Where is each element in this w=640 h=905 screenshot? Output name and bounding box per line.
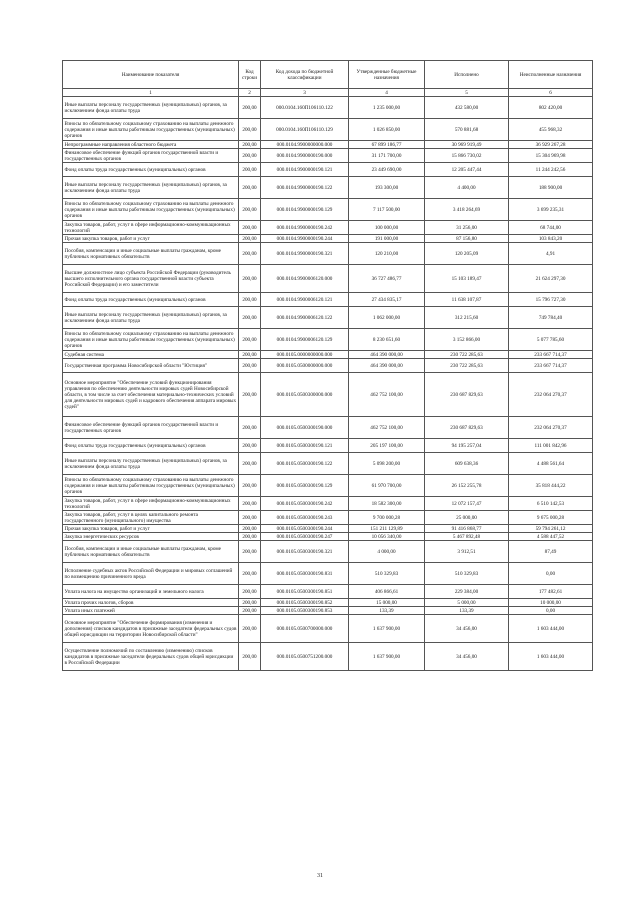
classification-code: 000.0104.9900000000.000 — [261, 141, 349, 149]
executed-amount: 5 000,00 — [425, 599, 509, 607]
table-row — [63, 511, 593, 525]
indicator-name: Судебная система — [63, 351, 239, 359]
line-code: 200,00 — [239, 563, 261, 585]
column-number: 4 — [349, 89, 425, 97]
line-code: 200,00 — [239, 541, 261, 563]
classification-code: 000.0104.9900006120.122 — [261, 307, 349, 329]
classification-code: 000.0105.0500300190.831 — [261, 563, 349, 585]
classification-code: 000.0105.0500751200.000 — [261, 643, 349, 671]
unexecuted-amount: 0,00 — [509, 607, 593, 615]
unexecuted-amount: 9 675 000,28 — [509, 511, 593, 525]
classification-code: 000.0105.0500300190.122 — [261, 453, 349, 475]
indicator-name: Взносы по обязательному социальному страхованию на выплаты денежного содержания и иные выплаты работникам государственных (муниципальных) органов — [63, 119, 239, 141]
header-cell: Код дохода по бюджетной классификации — [261, 61, 349, 89]
classification-code: 000.0105.0500300190.121 — [261, 439, 349, 453]
unexecuted-amount: 802 420,00 — [509, 97, 593, 119]
approved-amount: 1 026 850,00 — [349, 119, 425, 141]
approved-amount: 100 000,00 — [349, 221, 425, 235]
line-code: 200,00 — [239, 417, 261, 439]
executed-amount: 3 152 866,00 — [425, 329, 509, 351]
classification-code: 000.0104.9900006120.000 — [261, 265, 349, 293]
classification-code: 000.0105.0500300190.243 — [261, 511, 349, 525]
approved-amount: 1 637 900,00 — [349, 643, 425, 671]
indicator-name: Взносы по обязательному социальному страхованию на выплаты денежного содержания и иные выплаты работникам государственных (муниципальных) органов — [63, 329, 239, 351]
approved-amount: 191 000,00 — [349, 235, 425, 243]
header-cell: Код строки — [239, 61, 261, 89]
report-page — [62, 60, 592, 671]
table-row — [63, 243, 593, 265]
executed-amount: 91 416 868,77 — [425, 525, 509, 533]
table-row — [63, 497, 593, 511]
table-row — [63, 643, 593, 671]
approved-amount: 1 637 900,00 — [349, 615, 425, 643]
column-number: 5 — [425, 89, 509, 97]
line-code: 200,00 — [239, 177, 261, 199]
executed-amount: 4 400,00 — [425, 177, 509, 199]
table-row — [63, 615, 593, 643]
executed-amount: 230 687 829,63 — [425, 417, 509, 439]
classification-code: 000.0105.0500300190.851 — [261, 585, 349, 599]
unexecuted-amount: 10 000,00 — [509, 599, 593, 607]
unexecuted-amount: 5 077 785,60 — [509, 329, 593, 351]
classification-code: 000.0104.9900006120.129 — [261, 329, 349, 351]
indicator-name: Фонд оплаты труда государственных (муниципальных) органов — [63, 293, 239, 307]
classification-code: 000.0104.9900000190.121 — [261, 163, 349, 177]
line-code: 200,00 — [239, 329, 261, 351]
line-code: 200,00 — [239, 525, 261, 533]
column-number: 2 — [239, 89, 261, 97]
table-row — [63, 119, 593, 141]
approved-amount: 36 727 486,77 — [349, 265, 425, 293]
indicator-name: Финансовое обеспечение функций органов государственной власти и государственных органов — [63, 417, 239, 439]
classification-code: 000.0105.0500300190.853 — [261, 607, 349, 615]
table-row — [63, 541, 593, 563]
table-row — [63, 563, 593, 585]
line-code: 200,00 — [239, 235, 261, 243]
indicator-name: Взносы по обязательному социальному страхованию на выплаты денежного содержания и иные выплаты работникам государственных (муниципальных) органов — [63, 199, 239, 221]
executed-amount: 3 418 264,69 — [425, 199, 509, 221]
line-code: 200,00 — [239, 97, 261, 119]
table-row — [63, 525, 593, 533]
executed-amount: 229 384,00 — [425, 585, 509, 599]
executed-amount: 30 969 919,49 — [425, 141, 509, 149]
table-row — [63, 351, 593, 359]
line-code: 200,00 — [239, 607, 261, 615]
table-row — [63, 293, 593, 307]
line-code: 200,00 — [239, 265, 261, 293]
classification-code: 000.0104.9900000190.244 — [261, 235, 349, 243]
approved-amount: 406 866,61 — [349, 585, 425, 599]
unexecuted-amount: 3 699 235,31 — [509, 199, 593, 221]
table-row — [63, 163, 593, 177]
table-row — [63, 359, 593, 373]
column-number-row — [63, 89, 593, 97]
unexecuted-amount: 233 667 714,37 — [509, 351, 593, 359]
unexecuted-amount: 103 843,20 — [509, 235, 593, 243]
unexecuted-amount: 232 064 270,37 — [509, 417, 593, 439]
table-row — [63, 235, 593, 243]
indicator-name: Закупка энергетических ресурсов — [63, 533, 239, 541]
unexecuted-amount: 21 624 297,30 — [509, 265, 593, 293]
table-row — [63, 177, 593, 199]
line-code: 200,00 — [239, 373, 261, 417]
indicator-name: Закупка товаров, работ, услуг в сфере информационно-коммуникационных технологий — [63, 497, 239, 511]
indicator-name: Финансовое обеспечение функций органов государственной власти и государственных органов — [63, 149, 239, 163]
executed-amount: 133,39 — [425, 607, 509, 615]
unexecuted-amount: 4,91 — [509, 243, 593, 265]
executed-amount: 31 256,00 — [425, 221, 509, 235]
indicator-name: Прочая закупка товаров, работ и услуг — [63, 525, 239, 533]
unexecuted-amount: 0,00 — [509, 563, 593, 585]
approved-amount: 464 390 000,00 — [349, 351, 425, 359]
classification-code: 000.0104.9900000190.321 — [261, 243, 349, 265]
approved-amount: 27 434 835,17 — [349, 293, 425, 307]
indicator-name: Пособия, компенсации и иные социальные выплаты гражданам, кроме публичных нормативных обязательств — [63, 541, 239, 563]
indicator-name: Государственная программа Новосибирской области "Юстиция" — [63, 359, 239, 373]
line-code: 200,00 — [239, 615, 261, 643]
indicator-name: Фонд оплаты труда государственных (муниципальных) органов — [63, 439, 239, 453]
line-code: 200,00 — [239, 243, 261, 265]
approved-amount: 9 700 000,28 — [349, 511, 425, 525]
unexecuted-amount: 232 064 270,37 — [509, 373, 593, 417]
approved-amount: 133,39 — [349, 607, 425, 615]
classification-code: 000.0105.0500300000.000 — [261, 373, 349, 417]
approved-amount: 4 000,00 — [349, 541, 425, 563]
table-row — [63, 199, 593, 221]
table-row — [63, 307, 593, 329]
unexecuted-amount: 1 603 444,00 — [509, 615, 593, 643]
line-code: 200,00 — [239, 453, 261, 475]
line-code: 200,00 — [239, 119, 261, 141]
unexecuted-amount: 4 588 447,52 — [509, 533, 593, 541]
executed-amount: 609 638,36 — [425, 453, 509, 475]
classification-code: 000.0105.0500300190.242 — [261, 497, 349, 511]
classification-code: 000.0104.9900000190.000 — [261, 149, 349, 163]
line-code: 200,00 — [239, 293, 261, 307]
header-cell: Исполнено — [425, 61, 509, 89]
approved-amount: 193 300,00 — [349, 177, 425, 199]
header-cell: Утвержденные бюджетные назначения — [349, 61, 425, 89]
indicator-name: Высшее должностное лицо субъекта Российской Федерации (руководитель высшего исполнительного органа государственной власти субъекта Российской Федерации) и его заместители — [63, 265, 239, 293]
indicator-name: Иные выплаты персоналу государственных (муниципальных) органов, за исключением фонда оплаты труда — [63, 307, 239, 329]
executed-amount: 570 881,68 — [425, 119, 509, 141]
indicator-name: Основное мероприятие "Обеспечение условий функционирования управления по обеспечению деятельности мировых судей Новосибирской области, в том числе за счет обеспечения материально-технических условий для деятельности мировых судей и кадрового обеспечения аппарата мировых судей" — [63, 373, 239, 417]
executed-amount: 432 580,00 — [425, 97, 509, 119]
line-code: 200,00 — [239, 585, 261, 599]
executed-amount: 94 195 257,04 — [425, 439, 509, 453]
executed-amount: 312 215,60 — [425, 307, 509, 329]
classification-code: 000.0104.9900000190.122 — [261, 177, 349, 199]
page-number: 31 — [317, 873, 323, 879]
classification-code: 000.0105.0500300190.244 — [261, 525, 349, 533]
approved-amount: 464 390 000,00 — [349, 359, 425, 373]
table-body — [63, 97, 593, 671]
indicator-name: Закупка товаров, работ, услуг в целях капитального ремонта государственного (муниципального) имущества — [63, 511, 239, 525]
indicator-name: Прочая закупка товаров, работ и услуг — [63, 235, 239, 243]
line-code: 200,00 — [239, 307, 261, 329]
indicator-name: Уплата иных платежей — [63, 607, 239, 615]
approved-amount: 61 970 700,00 — [349, 475, 425, 497]
classification-code: 000.0105.0500300190.129 — [261, 475, 349, 497]
indicator-name: Основное мероприятие "Обеспечение формирования (изменения и дополнения) списков кандидатов в присяжные заседатели федеральных судов общей юрисдикции на территории Новосибирской области" — [63, 615, 239, 643]
unexecuted-amount: 111 001 842,96 — [509, 439, 593, 453]
classification-code: 000.0104.160П106110.129 — [261, 119, 349, 141]
line-code: 200,00 — [239, 439, 261, 453]
executed-amount: 34 456,00 — [425, 615, 509, 643]
approved-amount: 510 329,83 — [349, 563, 425, 585]
table-row — [63, 533, 593, 541]
unexecuted-amount: 749 784,40 — [509, 307, 593, 329]
header-cell: Наименование показателя — [63, 61, 239, 89]
unexecuted-amount: 11 244 242,56 — [509, 163, 593, 177]
executed-amount: 230 687 829,63 — [425, 373, 509, 417]
unexecuted-amount: 15 304 969,98 — [509, 149, 593, 163]
unexecuted-amount: 4 488 561,64 — [509, 453, 593, 475]
classification-code: 000.0105.0500700000.000 — [261, 615, 349, 643]
unexecuted-amount: 455 968,32 — [509, 119, 593, 141]
indicator-name: Пособия, компенсации и иные социальные выплаты гражданам, кроме публичных нормативных обязательств — [63, 243, 239, 265]
executed-amount: 12 205 447,44 — [425, 163, 509, 177]
indicator-name: Исполнение судебных актов Российской Федерации и мировых соглашений по возмещению причиненного вреда — [63, 563, 239, 585]
column-number: 3 — [261, 89, 349, 97]
classification-code: 000.0105.0500300190.000 — [261, 417, 349, 439]
approved-amount: 23 449 690,00 — [349, 163, 425, 177]
table-row — [63, 221, 593, 235]
executed-amount: 15 103 189,47 — [425, 265, 509, 293]
table-row — [63, 329, 593, 351]
unexecuted-amount: 59 794 261,12 — [509, 525, 593, 533]
unexecuted-amount: 87,49 — [509, 541, 593, 563]
line-code: 200,00 — [239, 163, 261, 177]
indicator-name: Уплата налога на имущество организаций и земельного налога — [63, 585, 239, 599]
approved-amount: 5 098 200,00 — [349, 453, 425, 475]
approved-amount: 18 582 300,00 — [349, 497, 425, 511]
unexecuted-amount: 15 796 727,30 — [509, 293, 593, 307]
table-row — [63, 149, 593, 163]
approved-amount: 8 230 651,60 — [349, 329, 425, 351]
header-cell: Неисполненные назначения — [509, 61, 593, 89]
classification-code: 000.0104.9900000190.242 — [261, 221, 349, 235]
unexecuted-amount: 68 744,00 — [509, 221, 593, 235]
line-code: 200,00 — [239, 643, 261, 671]
approved-amount: 1 062 000,00 — [349, 307, 425, 329]
classification-code: 000.0105.0500300190.852 — [261, 599, 349, 607]
line-code: 200,00 — [239, 141, 261, 149]
table-row — [63, 373, 593, 417]
approved-amount: 10 056 340,00 — [349, 533, 425, 541]
unexecuted-amount: 6 510 142,53 — [509, 497, 593, 511]
indicator-name: Непрограммные направления областного бюджета — [63, 141, 239, 149]
table-row — [63, 265, 593, 293]
line-code: 200,00 — [239, 511, 261, 525]
line-code: 200,00 — [239, 351, 261, 359]
approved-amount: 151 211 129,89 — [349, 525, 425, 533]
line-code: 200,00 — [239, 533, 261, 541]
executed-amount: 87 156,80 — [425, 235, 509, 243]
indicator-name: Уплата прочих налогов, сборов — [63, 599, 239, 607]
indicator-name: Взносы по обязательному социальному страхованию на выплаты денежного содержания и иные выплаты работникам государственных (муниципальных) органов — [63, 475, 239, 497]
column-number: 1 — [63, 89, 239, 97]
classification-code: 000.0105.0500000000.000 — [261, 359, 349, 373]
executed-amount: 11 638 107,87 — [425, 293, 509, 307]
column-number: 6 — [509, 89, 593, 97]
approved-amount: 1 235 000,00 — [349, 97, 425, 119]
table-row — [63, 439, 593, 453]
classification-code: 000.0105.0000000000.000 — [261, 351, 349, 359]
classification-code: 000.0105.0500300190.321 — [261, 541, 349, 563]
line-code: 200,00 — [239, 359, 261, 373]
table-row — [63, 475, 593, 497]
unexecuted-amount: 177 482,61 — [509, 585, 593, 599]
executed-amount: 25 000,00 — [425, 511, 509, 525]
line-code: 200,00 — [239, 149, 261, 163]
executed-amount: 230 722 285,63 — [425, 359, 509, 373]
indicator-name: Закупка товаров, работ, услуг в сфере информационно-коммуникационных технологий — [63, 221, 239, 235]
classification-code: 000.0104.160П106110.122 — [261, 97, 349, 119]
table-row — [63, 417, 593, 439]
approved-amount: 15 000,00 — [349, 599, 425, 607]
table-row — [63, 97, 593, 119]
approved-amount: 462 752 100,00 — [349, 373, 425, 417]
approved-amount: 462 752 100,00 — [349, 417, 425, 439]
approved-amount: 120 210,00 — [349, 243, 425, 265]
approved-amount: 205 197 100,00 — [349, 439, 425, 453]
table-row — [63, 141, 593, 149]
unexecuted-amount: 1 603 444,00 — [509, 643, 593, 671]
approved-amount: 7 117 500,00 — [349, 199, 425, 221]
executed-amount: 12 072 157,47 — [425, 497, 509, 511]
unexecuted-amount: 36 929 267,28 — [509, 141, 593, 149]
executed-amount: 15 866 730,02 — [425, 149, 509, 163]
classification-code: 000.0105.0500300190.247 — [261, 533, 349, 541]
line-code: 200,00 — [239, 221, 261, 235]
indicator-name: Осуществление полномочий по составлению (изменению) списков кандидатов в присяжные заседатели федеральных судов общей юрисдикции в Российской Федерации — [63, 643, 239, 671]
classification-code: 000.0104.9900000190.129 — [261, 199, 349, 221]
unexecuted-amount: 35 818 444,22 — [509, 475, 593, 497]
line-code: 200,00 — [239, 475, 261, 497]
executed-amount: 26 152 255,78 — [425, 475, 509, 497]
approved-amount: 67 899 186,77 — [349, 141, 425, 149]
executed-amount: 34 456,00 — [425, 643, 509, 671]
approved-amount: 31 171 700,00 — [349, 149, 425, 163]
indicator-name: Иные выплаты персоналу государственных (муниципальных) органов, за исключением фонда оплаты труда — [63, 177, 239, 199]
table-row — [63, 453, 593, 475]
executed-amount: 510 329,83 — [425, 563, 509, 585]
classification-code: 000.0104.9900006120.121 — [261, 293, 349, 307]
line-code: 200,00 — [239, 599, 261, 607]
table-row — [63, 585, 593, 599]
executed-amount: 3 912,51 — [425, 541, 509, 563]
line-code: 200,00 — [239, 199, 261, 221]
budget-execution-table — [62, 60, 593, 671]
indicator-name: Иные выплаты персоналу государственных (муниципальных) органов, за исключением фонда оплаты труда — [63, 453, 239, 475]
table-row — [63, 599, 593, 607]
unexecuted-amount: 233 667 714,37 — [509, 359, 593, 373]
indicator-name: Иные выплаты персоналу государственных (муниципальных) органов, за исключением фонда оплаты труда — [63, 97, 239, 119]
executed-amount: 230 722 285,63 — [425, 351, 509, 359]
indicator-name: Фонд оплаты труда государственных (муниципальных) органов — [63, 163, 239, 177]
line-code: 200,00 — [239, 497, 261, 511]
executed-amount: 120 205,09 — [425, 243, 509, 265]
unexecuted-amount: 188 900,00 — [509, 177, 593, 199]
table-row — [63, 607, 593, 615]
executed-amount: 5 467 892,48 — [425, 533, 509, 541]
header-row — [63, 61, 593, 89]
